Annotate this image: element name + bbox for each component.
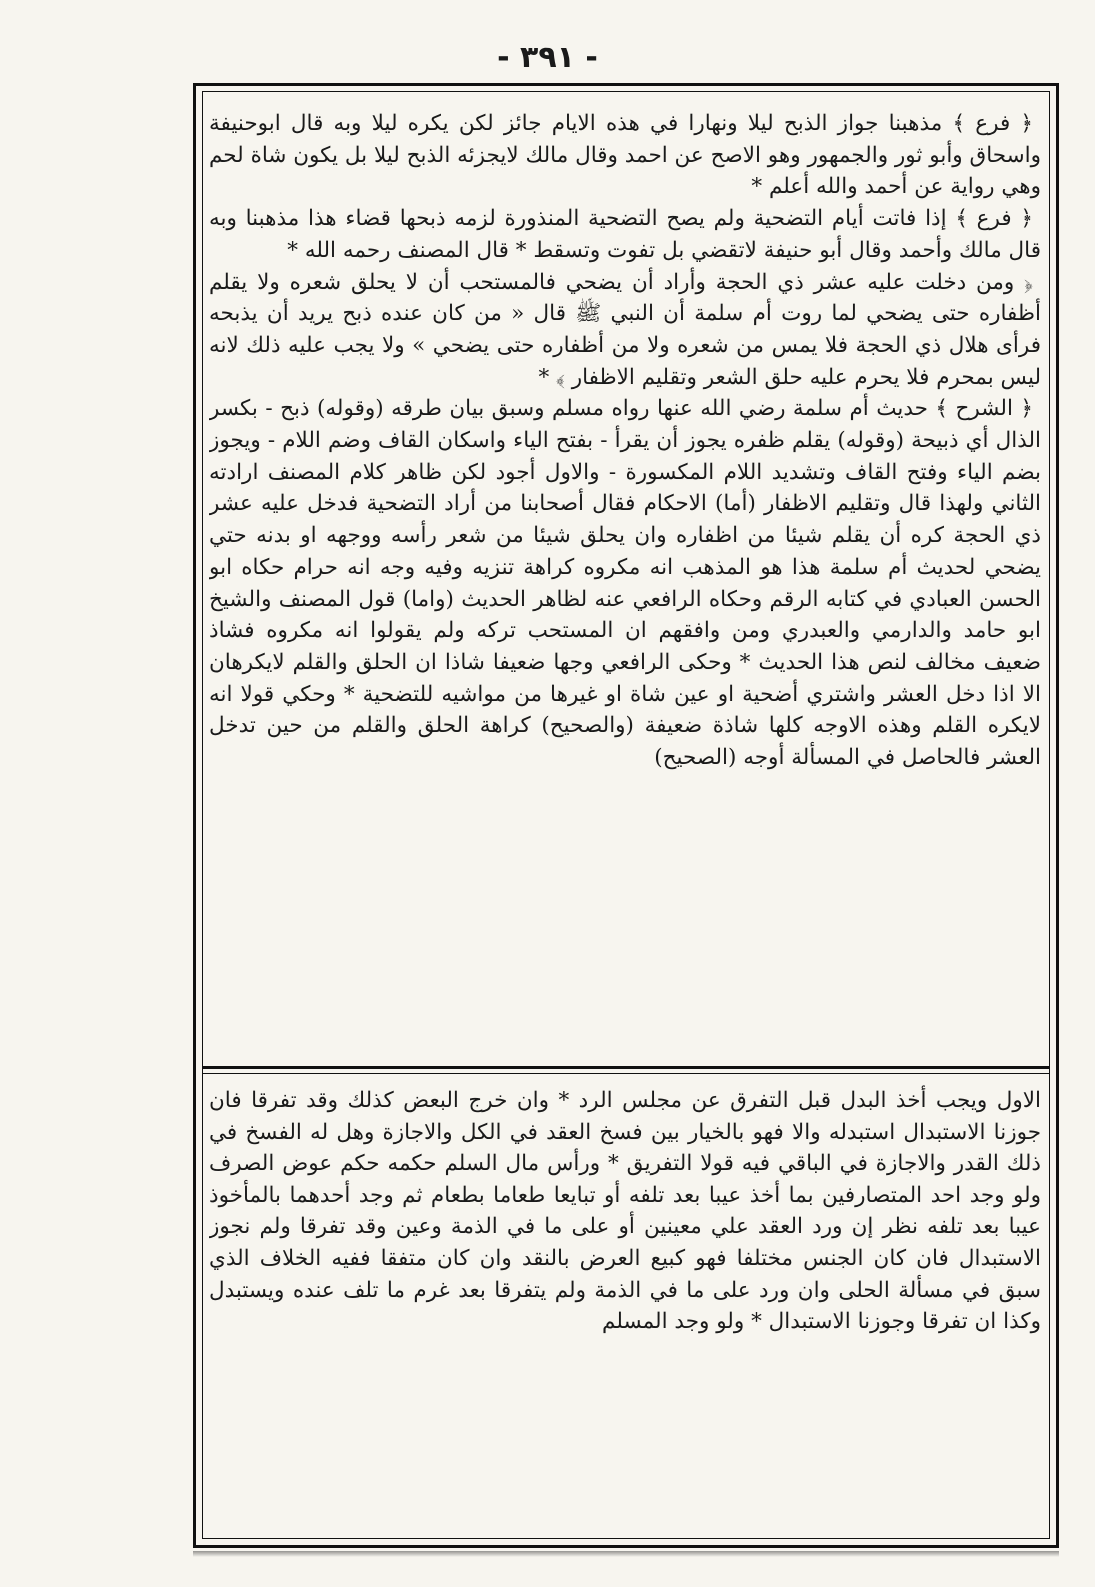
paragraph-branch-2: ﴿ فرع ﴾ إذا فاتت أيام التضحية ولم يصح التضحية المنذورة لزمه ذبحها قضاء هذا مذهبنا وبه قال مالك وأحمد وقال أبو حنيفة لاتقضي بل تفوت وتسقط * قال المصنف رحمه الله * (209, 206, 1041, 263)
paragraph-branch-1: ﴿ فرع ﴾ مذهبنا جواز الذبح ليلا ونهارا في هذه الايام جائز لكن يكره ليلا وبه قال ابوحنيفة واسحاق وأبو ثور والجمهور وهو الاصح عن احمد وقال مالك لايجزئه الذبح ليلا بل يكون شاة لحم وهي رواية عن أحمد والله أعلم * (209, 111, 1041, 200)
frame-bottom-shadow (193, 1551, 1059, 1557)
footnote-paragraph: الاول ويجب أخذ البدل قبل التفرق عن مجلس الرد * وان خرج البعض كذلك وقد تفرقا فان جوزنا الاستبدال استبدله والا فهو بالخيار بين فسخ العقد في الكل والاجازة وهل له الفسخ في ذلك القدر والاجازة في الباقي فيه قولا التفريق * ورأس مال السلم حكمه حكم عوض الصرف ولو وجد احد المتصارفين بما أخذ عيبا بعد تلفه أو تبايعا طعاما بطعام ثم وجد أحدهما بالمأخوذ عيبا بعد تلفه نظر إن ورد العقد علي معينين أو على ما في الذمة وعين وقد تفرقا ولم نجوز الاستبدال فان كان الجنس مختلفا فهو كبيع العرض بالنقد وان كان متفقا ففيه الخلاف الذي سبق في مسألة الحلى وان ورد على ما في الذمة ولم يتفرقا بعد غرم ما تلف عنده ويستبدل وكذا ان تفرقا وجوزنا الاستبدال * ولو وجد المسلم (209, 1088, 1041, 1335)
paragraph-sharh: ﴿ الشرح ﴾ حديث أم سلمة رضي الله عنها رواه مسلم وسبق بيان طرقه (وقوله) ذبح - بكسر الذال أي ذبيحة (وقوله) يقلم ظفره يجوز أن يقرأ - بفتح الياء واسكان القاف وضم اللام - ويجوز بضم الياء وفتح القاف وتشديد اللام المكسورة - والاول أجود لكن ظاهر كلام المصنف ارادته الثاني ولهذا قال وتقليم الاظفار (أما) الاحكام فقال أصحابنا من أراد التضحية فدخل عليه عشر ذي الحجة كره أن يقلم شيئا من اظفاره وان يحلق شيئا من شعر رأسه ووجهه او بدنه حتي يضحي لحديث أم سلمة هذا هو المذهب انه مكروه كراهة تنزيه وفيه وجه انه حرام حكاه ابو الحسن العبادي في كتابه الرقم وحكاه الرافعي عنه لظاهر الحديث (واما) قول المصنف والشيخ ابو حامد والدارمي والعبدري ومن وافقهم ان المستحب تركه ولم يقولوا انه مكروه فشاذ ضعيف مخالف لنص هذا الحديث * وحكى الرافعي وجها ضعيفا شاذا ان الحلق والقلم لايكرهان الا اذا دخل العشر واشتري أضحية او عين شاة او غيرها من مواشيه للتضحية * وحكي قولا انه لايكره القلم وهذه الاوجه كلها شاذة ضعيفة (والصحيح) كراهة الحلق والقلم من حين تدخل العشر فالحاصل في المسألة أوجه (الصحيح) (209, 396, 1041, 771)
main-text-body (209, 108, 1041, 1060)
paragraph-matn: ﴿ ومن دخلت عليه عشر ذي الحجة وأراد أن يضحي فالمستحب أن لا يحلق شعره ولا يقلم أظفاره حتى يضحي لما روت أم سلمة أن النبي ﷺ قال « من كان عنده ذبح يريد أن يذبحه فرأى هلال ذي الحجة فلا يمس من شعره ولا من أظفاره حتى يضحي » ولا يجب عليه ذلك لانه ليس بمحرم فلا يحرم عليه حلق الشعر وتقليم الاظفار ﴾ * (209, 269, 1041, 390)
section-divider (202, 1066, 1050, 1069)
page-number: - ٣٩١ - (497, 40, 598, 75)
section-divider-thin (202, 1073, 1050, 1074)
footnote-text-body (209, 1085, 1041, 1525)
